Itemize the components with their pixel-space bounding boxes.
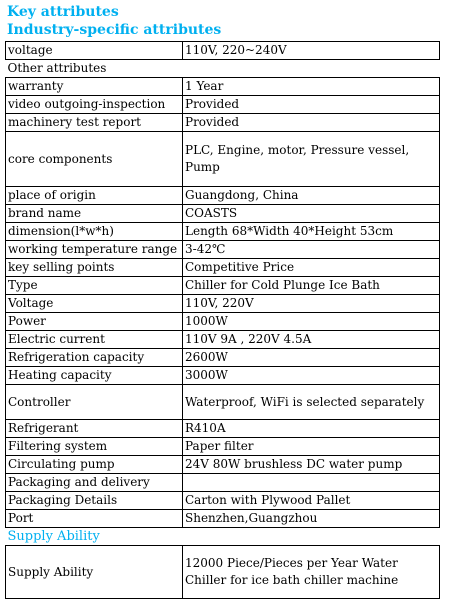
other-attributes-row <box>6 60 440 78</box>
attribute-label: Packaging and delivery <box>6 474 183 492</box>
table-row <box>6 474 440 492</box>
attribute-label: Packaging Details <box>6 492 183 510</box>
attribute-value: Provided <box>183 114 440 132</box>
attribute-value: Chiller for Cold Plunge Ice Bath <box>183 277 440 295</box>
attributes-table <box>5 41 440 599</box>
attribute-label: Refrigerant <box>6 420 183 438</box>
attribute-value: 110V 9A , 220V 4.5A <box>183 331 440 349</box>
table-row <box>6 96 440 114</box>
attribute-value: Shenzhen,Guangzhou <box>183 510 440 528</box>
attribute-label: core components <box>6 132 183 187</box>
attribute-label: Heating capacity <box>6 367 183 385</box>
attribute-value: Length 68*Width 40*Height 53cm <box>183 223 440 241</box>
attribute-label: machinery test report <box>6 114 183 132</box>
table-row <box>6 492 440 510</box>
attribute-value: Carton with Plywood Pallet <box>183 492 440 510</box>
attribute-label: voltage <box>6 42 183 60</box>
table-row <box>6 456 440 474</box>
attribute-label: Supply Ability <box>6 546 183 599</box>
attribute-label: Voltage <box>6 295 183 313</box>
attribute-value: 2600W <box>183 349 440 367</box>
attribute-value: PLC, Engine, motor, Pressure vessel, Pump <box>183 132 440 187</box>
table-row <box>6 546 440 599</box>
attribute-value: 3000W <box>183 367 440 385</box>
table-row <box>6 313 440 331</box>
supply-ability-row <box>6 528 440 546</box>
key-attributes-heading: Key attributes <box>7 4 119 20</box>
table-row <box>6 132 440 187</box>
table-row <box>6 367 440 385</box>
attribute-value: Provided <box>183 96 440 114</box>
table-row <box>6 187 440 205</box>
attribute-label: Electric current <box>6 331 183 349</box>
table-row <box>6 259 440 277</box>
attribute-label: Power <box>6 313 183 331</box>
attribute-label: Filtering system <box>6 438 183 456</box>
table-row <box>6 510 440 528</box>
table-row <box>6 114 440 132</box>
attribute-label: video outgoing-inspection <box>6 96 183 114</box>
attribute-value: 1000W <box>183 313 440 331</box>
attribute-label: brand name <box>6 205 183 223</box>
table-row <box>6 78 440 96</box>
attribute-value <box>183 474 440 492</box>
attribute-value: Paper filter <box>183 438 440 456</box>
table-row <box>6 223 440 241</box>
attribute-value: R410A <box>183 420 440 438</box>
supply-ability-heading: Supply Ability <box>6 528 440 546</box>
table-row <box>6 331 440 349</box>
industry-specific-heading: Industry-specific attributes <box>7 22 222 38</box>
attribute-value: COASTS <box>183 205 440 223</box>
attribute-value: 110V, 220~240V <box>183 42 440 60</box>
table-row <box>6 385 440 420</box>
table-row <box>6 277 440 295</box>
table-row <box>6 42 440 60</box>
table-row <box>6 241 440 259</box>
table-row <box>6 438 440 456</box>
attribute-label: Controller <box>6 385 183 420</box>
attribute-value: 24V 80W brushless DC water pump <box>183 456 440 474</box>
table-row <box>6 295 440 313</box>
attribute-value: 110V, 220V <box>183 295 440 313</box>
attribute-value: Waterproof, WiFi is selected separately <box>183 385 440 420</box>
other-attributes-heading: Other attributes <box>6 60 440 78</box>
attribute-label: Type <box>6 277 183 295</box>
table-row <box>6 420 440 438</box>
table-row <box>6 349 440 367</box>
attribute-value: Competitive Price <box>183 259 440 277</box>
attribute-label: Port <box>6 510 183 528</box>
attribute-label: Circulating pump <box>6 456 183 474</box>
attribute-value: 12000 Piece/Pieces per Year Water Chiller for ice bath chiller machine <box>183 546 440 599</box>
attribute-label: warranty <box>6 78 183 96</box>
attribute-label: working temperature range <box>6 241 183 259</box>
attribute-label: dimension(l*w*h) <box>6 223 183 241</box>
attribute-value: 3-42℃ <box>183 241 440 259</box>
table-row <box>6 205 440 223</box>
attribute-label: place of origin <box>6 187 183 205</box>
attribute-value: 1 Year <box>183 78 440 96</box>
attribute-value: Guangdong, China <box>183 187 440 205</box>
attribute-label: key selling points <box>6 259 183 277</box>
attribute-label: Refrigeration capacity <box>6 349 183 367</box>
